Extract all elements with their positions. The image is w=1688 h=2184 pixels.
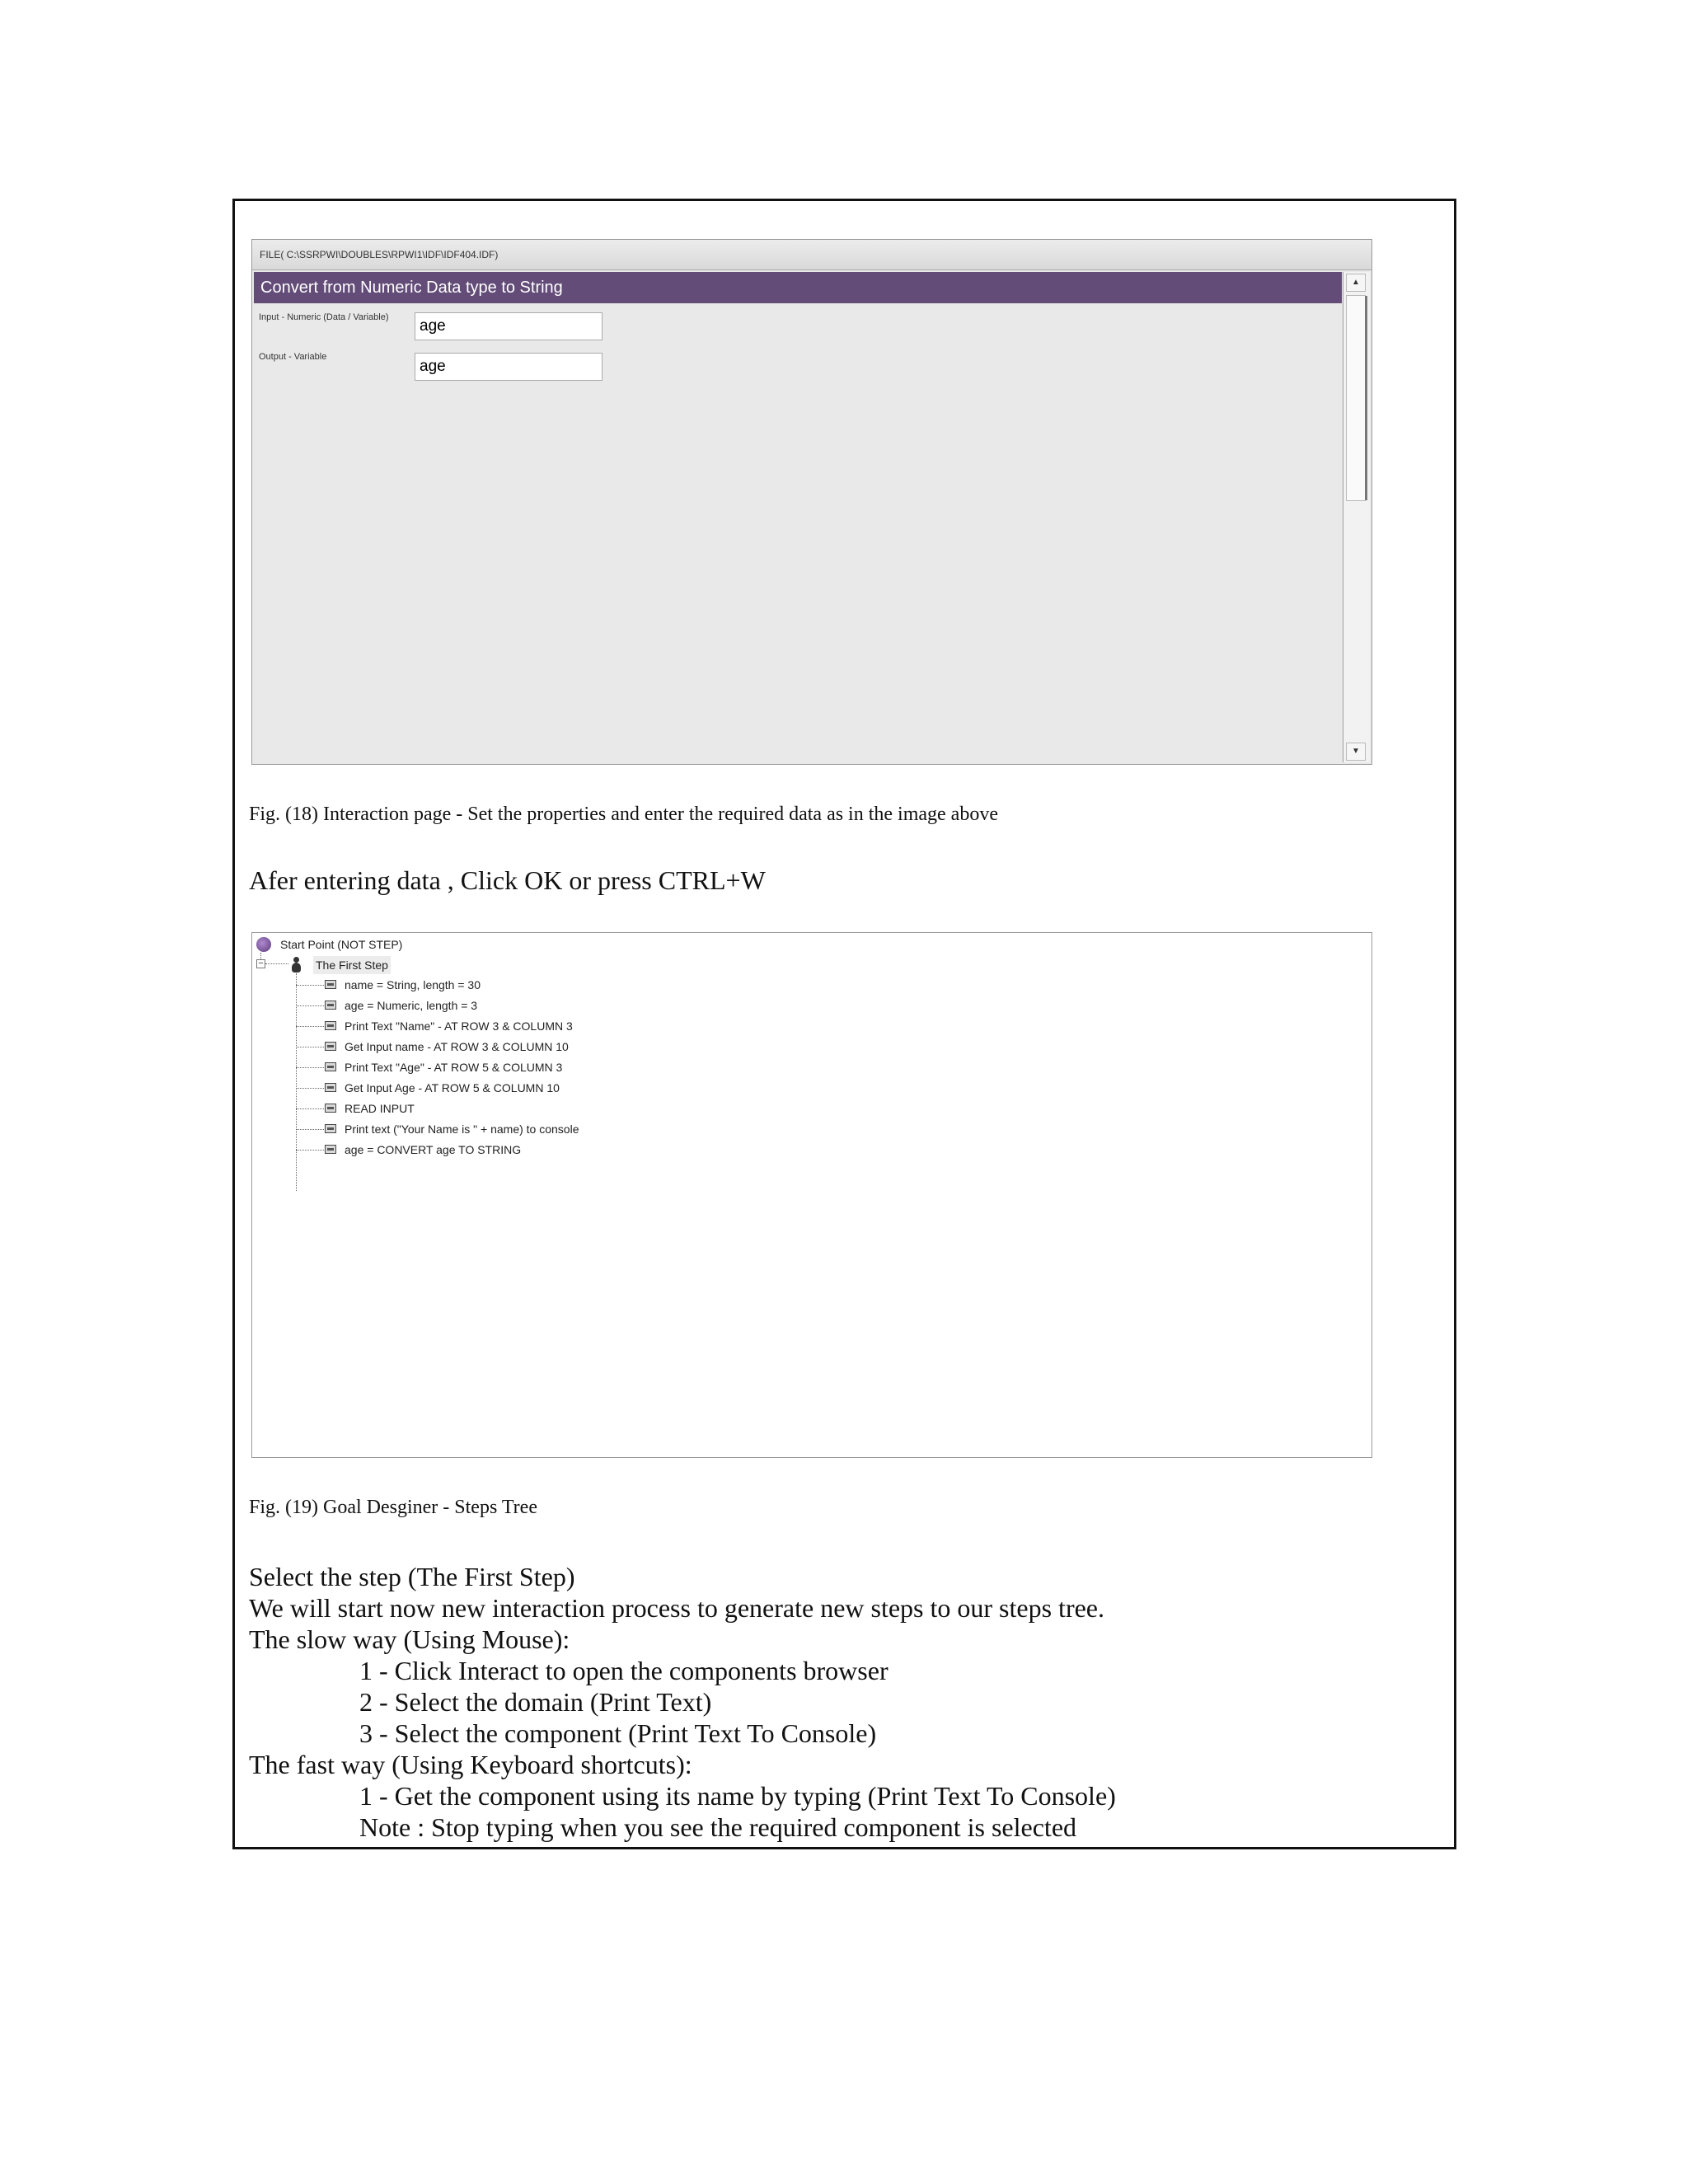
step-item-icon	[325, 1042, 336, 1051]
tree-root-label[interactable]: Start Point (NOT STEP)	[280, 938, 403, 951]
tree-item[interactable]: READ INPUT	[345, 1102, 415, 1115]
body-line: The fast way (Using Keyboard shortcuts):	[249, 1750, 692, 1779]
tree-connector	[296, 1026, 324, 1027]
tree-connector	[296, 1088, 324, 1089]
tree-connector	[265, 963, 288, 964]
figure-18-caption: Fig. (18) Interaction page - Set the properties and enter the required data as in the image above	[249, 804, 998, 825]
step-item-icon	[325, 1145, 336, 1154]
tree-connector	[296, 1150, 324, 1151]
output-variable-field[interactable]: age	[415, 353, 603, 381]
file-path-bar: FILE( C:\SSRPWI\DOUBLES\RPWI1\IDF\IDF404.IDF)	[252, 240, 1372, 270]
tree-item[interactable]: Get Input name - AT ROW 3 & COLUMN 10	[345, 1040, 569, 1053]
step-item-icon	[325, 1104, 336, 1113]
tree-item[interactable]: Print Text "Age" - AT ROW 5 & COLUMN 3	[345, 1061, 563, 1074]
vertical-scrollbar[interactable]	[1343, 272, 1370, 762]
step-item-icon	[325, 1001, 336, 1010]
step-item-icon	[325, 1124, 336, 1133]
output-variable-label: Output - Variable	[259, 352, 327, 362]
figure-19-caption: Fig. (19) Goal Desginer - Steps Tree	[249, 1497, 537, 1518]
tree-item[interactable]: age = CONVERT age TO STRING	[345, 1143, 522, 1156]
start-point-icon	[256, 937, 271, 952]
scroll-up-icon[interactable]: ▲	[1346, 274, 1366, 292]
body-line: The slow way (Using Mouse):	[249, 1624, 570, 1654]
scrollbar-thumb[interactable]	[1346, 295, 1366, 501]
step-item-icon	[325, 1062, 336, 1071]
after-entering-text: Afer entering data , Click OK or press CTRL+W	[249, 865, 766, 895]
interaction-page-window	[251, 239, 1372, 765]
tree-item[interactable]: Get Input Age - AT ROW 5 & COLUMN 10	[345, 1081, 560, 1094]
tree-item[interactable]: name = String, length = 30	[345, 978, 481, 991]
steps-tree-window	[251, 932, 1372, 1458]
input-numeric-field[interactable]: age	[415, 312, 603, 340]
tree-connector	[296, 1129, 324, 1130]
interaction-title-bar: Convert from Numeric Data type to String	[254, 272, 1342, 303]
body-line: 1 - Click Interact to open the components browser	[359, 1656, 889, 1685]
body-line: 3 - Select the component (Print Text To Console)	[359, 1718, 877, 1748]
tree-connector	[296, 1108, 324, 1109]
collapse-icon[interactable]: −	[256, 959, 265, 968]
input-numeric-label: Input - Numeric (Data / Variable)	[259, 312, 389, 322]
tree-item[interactable]: age = Numeric, length = 3	[345, 999, 478, 1012]
scroll-down-icon[interactable]: ▼	[1346, 743, 1366, 761]
body-line: 1 - Get the component using its name by typing (Print Text To Console)	[359, 1781, 1116, 1811]
step-person-icon	[292, 957, 301, 972]
tree-connector	[296, 1005, 324, 1006]
body-line: We will start now new interaction process to generate new steps to our steps tree.	[249, 1593, 1104, 1623]
body-line: Note : Stop typing when you see the required component is selected	[359, 1812, 1077, 1842]
tree-item[interactable]: Print text ("Your Name is " + name) to console	[345, 1122, 579, 1136]
body-line: 2 - Select the domain (Print Text)	[359, 1687, 712, 1717]
tree-item[interactable]: Print Text "Name" - AT ROW 3 & COLUMN 3	[345, 1019, 573, 1033]
tree-step-the-first-step[interactable]: The First Step	[313, 956, 391, 974]
step-item-icon	[325, 1083, 336, 1092]
step-item-icon	[325, 980, 336, 989]
body-line: Select the step (The First Step)	[249, 1562, 575, 1591]
step-item-icon	[325, 1021, 336, 1030]
tree-connector	[296, 1067, 324, 1068]
tree-connector	[296, 985, 324, 986]
